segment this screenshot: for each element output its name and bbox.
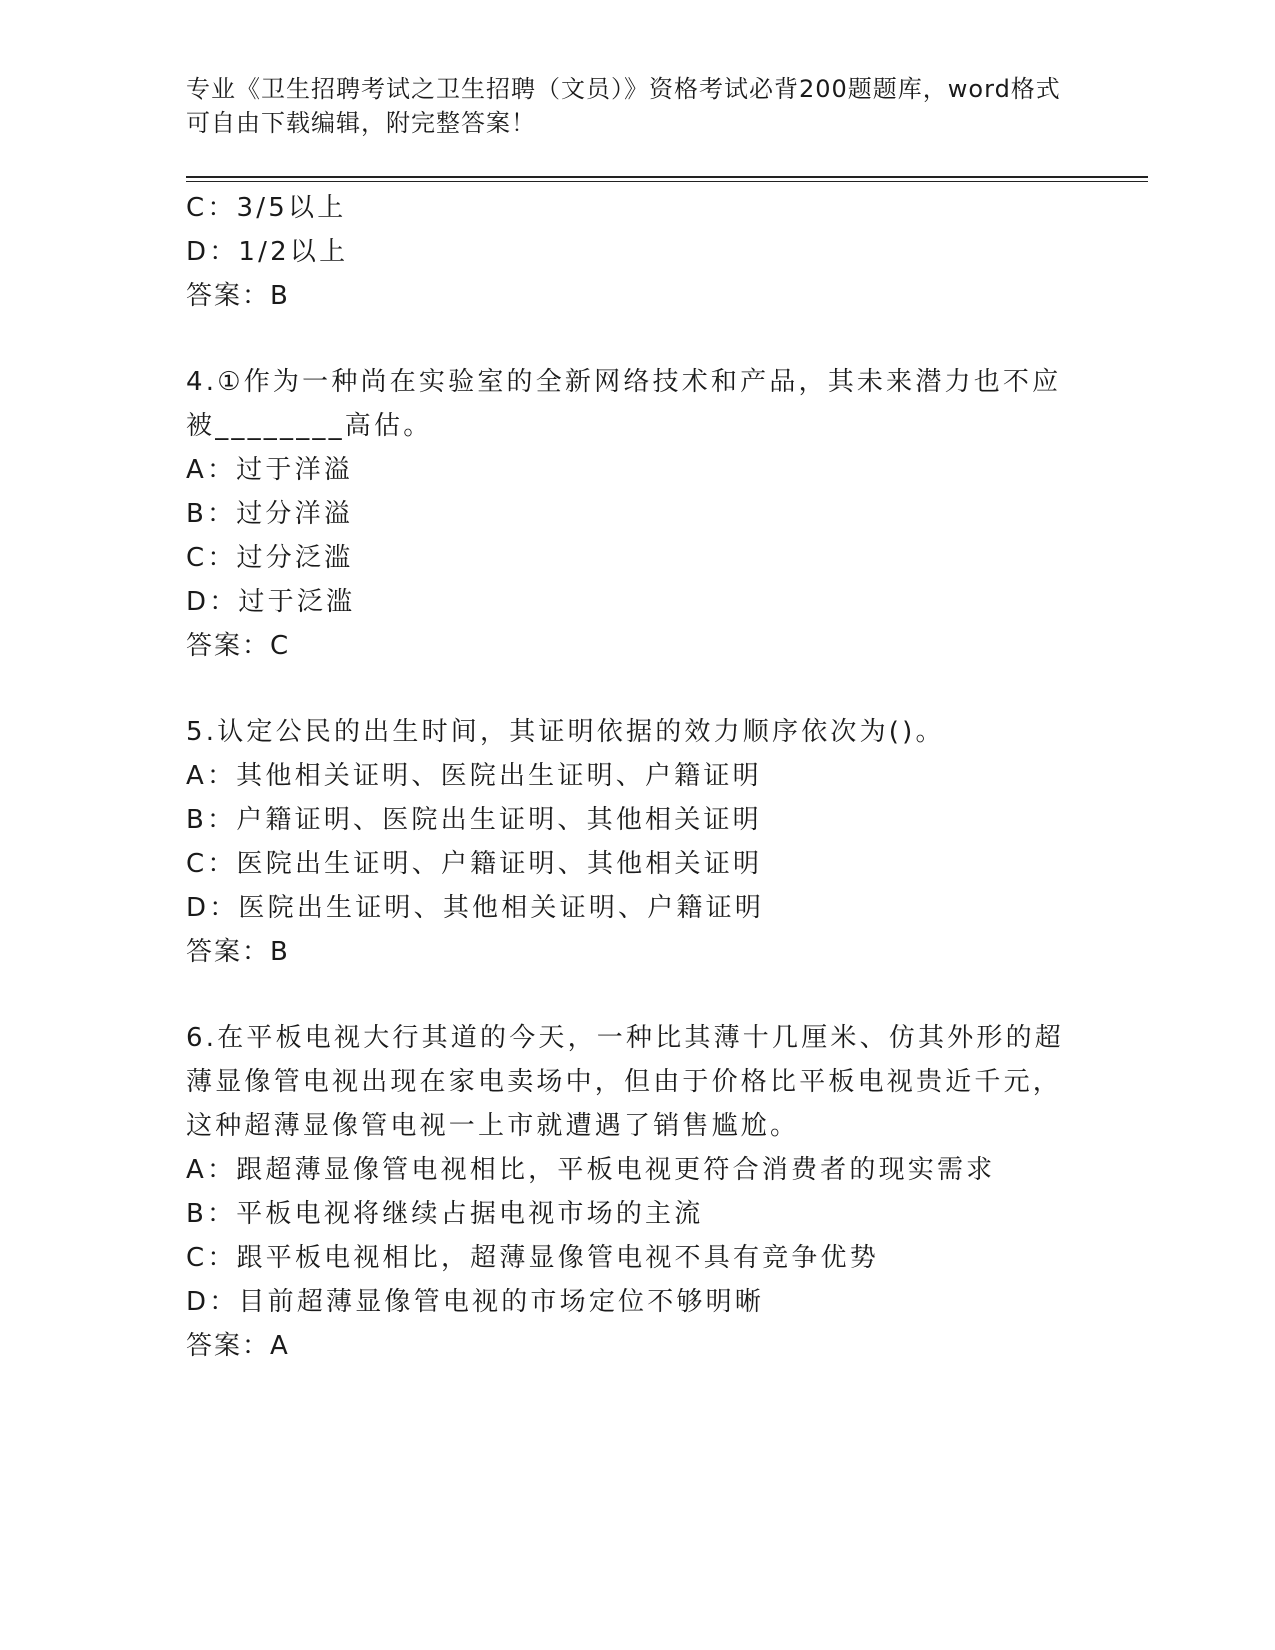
q6-option-b: B：平板电视将继续占据电视市场的主流 — [186, 1199, 704, 1229]
q4-answer: 答案：C — [186, 631, 291, 661]
q3-option-d: D：1/2以上 — [186, 237, 349, 267]
q6-answer: 答案：A — [186, 1331, 290, 1361]
header-title-line-1: 专业《卫生招聘考试之卫生招聘（文员）》资格考试必背200题题库，word格式 — [186, 75, 1061, 103]
q4-option-b: B：过分洋溢 — [186, 499, 354, 529]
q6-stem-line-1: 6.在平板电视大行其道的今天，一种比其薄十几厘米、仿其外形的超 — [186, 1023, 1065, 1053]
q4-option-c: C：过分泛滥 — [186, 543, 354, 573]
q5-stem: 5.认定公民的出生时间，其证明依据的效力顺序依次为()。 — [186, 717, 945, 747]
q6-stem-line-2: 薄显像管电视出现在家电卖场中，但由于价格比平板电视贵近千元， — [186, 1067, 1063, 1097]
q4-option-d: D：过于泛滥 — [186, 587, 356, 617]
q4-stem-line-2: 被________高估。 — [186, 411, 433, 441]
q5-option-c: C：医院出生证明、户籍证明、其他相关证明 — [186, 849, 763, 879]
q6-option-a: A：跟超薄显像管电视相比，平板电视更符合消费者的现实需求 — [186, 1155, 996, 1185]
q3-option-c: C：3/5以上 — [186, 193, 347, 223]
q5-answer: 答案：B — [186, 937, 290, 967]
header-title-line-2: 可自由下载编辑，附完整答案！ — [186, 109, 536, 137]
header-divider-thin — [186, 181, 1148, 182]
q6-option-c: C：跟平板电视相比，超薄显像管电视不具有竞争优势 — [186, 1243, 879, 1273]
q5-option-d: D：医院出生证明、其他相关证明、户籍证明 — [186, 893, 765, 923]
q6-stem-line-3: 这种超薄显像管电视一上市就遭遇了销售尴尬。 — [186, 1111, 800, 1141]
header-divider-thick — [186, 176, 1148, 178]
q4-option-a: A：过于洋溢 — [186, 455, 353, 485]
q3-answer: 答案：B — [186, 281, 290, 311]
q4-stem-line-1: 4.①作为一种尚在实验室的全新网络技术和产品，其未来潜力也不应 — [186, 367, 1062, 397]
page-header — [186, 72, 1086, 140]
q5-option-a: A：其他相关证明、医院出生证明、户籍证明 — [186, 761, 762, 791]
q6-option-d: D：目前超薄显像管电视的市场定位不够明晰 — [186, 1287, 765, 1317]
q5-option-b: B：户籍证明、医院出生证明、其他相关证明 — [186, 805, 762, 835]
